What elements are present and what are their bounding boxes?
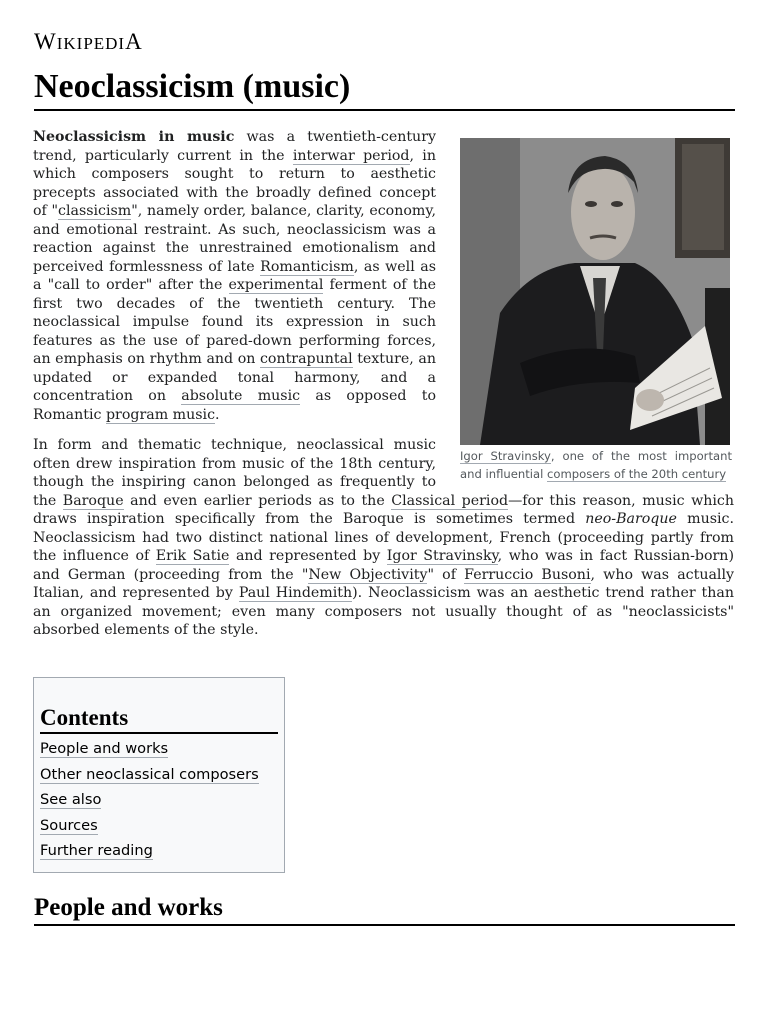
figure bbox=[460, 138, 732, 483]
text-run: ). Neoclassicism was an aesthetic trend rather than an organized movement; even many composers not usually thought of as "neoclassicists" absorbed elements of the style. bbox=[33, 585, 734, 638]
wordmark-final: A bbox=[125, 29, 143, 54]
inline-link[interactable]: experimental bbox=[228, 277, 324, 293]
section-heading: People and works bbox=[34, 893, 735, 926]
text-run: . bbox=[215, 406, 220, 423]
toc-item bbox=[40, 815, 278, 841]
inline-link[interactable]: Igor Stravinsky bbox=[386, 548, 498, 564]
text-run: texture, an updated or expanded tonal harmony, and a concentration on bbox=[33, 351, 436, 404]
inline-link[interactable]: absolute music bbox=[181, 388, 301, 404]
inline-link[interactable]: New Objectivity bbox=[308, 566, 428, 583]
text-run: as opposed to Romantic bbox=[33, 388, 436, 423]
inline-link[interactable]: Igor Stravinsky bbox=[460, 449, 551, 463]
inline-link[interactable]: program music bbox=[105, 406, 216, 423]
text-run: , one of the most important and influential bbox=[460, 449, 732, 481]
figure-caption bbox=[460, 447, 732, 483]
inline-link[interactable]: interwar period bbox=[292, 147, 410, 164]
text-run: ", namely order, balance, clarity, economy, and emotional restraint. As such, neoclassicism was a reaction against the unrestrained emotionalism and perceived formlessness of late bbox=[33, 203, 436, 275]
inline-link[interactable]: Romanticism bbox=[260, 258, 354, 275]
toc-link-sources[interactable]: Sources bbox=[40, 816, 98, 834]
toc-title: Contents bbox=[40, 704, 278, 734]
text-run: and represented by bbox=[229, 548, 387, 564]
toc-link-other-composers[interactable]: Other neoclassical composers bbox=[40, 765, 259, 783]
toc-item bbox=[40, 764, 278, 790]
text-run: was a twentieth-century trend, particularly current in the bbox=[33, 129, 436, 164]
toc-link-people-and-works[interactable]: People and works bbox=[40, 740, 169, 757]
bold-term: Neoclassicism in music bbox=[33, 129, 235, 145]
text-run: , as well as a "call to order" after the bbox=[33, 258, 436, 293]
text-run: In form and thematic technique, neoclassical music often drew inspiration from music of the 18th century, though the inspiring canon belonged as frequently to the bbox=[33, 437, 436, 509]
portrait-image bbox=[460, 138, 730, 445]
toc-item bbox=[40, 738, 278, 764]
text-run: —for this reason, music which draws inspiration specifically from the Baroque is sometimes termed bbox=[33, 492, 734, 527]
toc-item bbox=[40, 789, 278, 815]
inline-link[interactable]: Paul Hindemith bbox=[238, 585, 353, 601]
table-of-contents bbox=[33, 677, 285, 873]
inline-link[interactable]: Classical period bbox=[391, 492, 509, 509]
toc-item bbox=[40, 840, 278, 866]
text-run: and even earlier periods as to the bbox=[123, 492, 392, 509]
text-run: ferment of the first two decades of the twentieth century. The neoclassical impulse found its expression in such features as the use of pared-down performing forces, an emphasis on rhythm and on bbox=[33, 277, 436, 367]
toc-link-see-also[interactable]: See also bbox=[40, 791, 102, 808]
stravinsky-photo[interactable] bbox=[460, 138, 730, 445]
toc-link-further-reading[interactable]: Further reading bbox=[40, 842, 153, 859]
text-run: , in which composers sought to return to aesthetic precepts associated with the broadly defined concept of " bbox=[33, 147, 436, 219]
italic-term: neo-Baroque bbox=[585, 511, 677, 527]
wordmark-middle: IKIPEDI bbox=[56, 34, 126, 53]
wordmark-initial: W bbox=[34, 29, 57, 54]
page-title: Neoclassicism (music) bbox=[34, 66, 735, 111]
text-run: music. Neoclassicism had two distinct national lines of development, French (proceeding partly from the influence of bbox=[33, 511, 735, 564]
text-run: " of bbox=[427, 566, 465, 583]
text-run: , who was actually Italian, and represented by bbox=[33, 566, 735, 601]
inline-link[interactable]: composers of the 20th century bbox=[546, 467, 727, 481]
text-run: , who was in fact Russian-born) and German (proceeding from the " bbox=[33, 548, 734, 583]
inline-link[interactable]: classicism bbox=[58, 203, 132, 219]
inline-link[interactable]: Baroque bbox=[62, 492, 124, 509]
article-body bbox=[33, 128, 734, 652]
inline-link[interactable]: Erik Satie bbox=[155, 548, 230, 564]
wikipedia-wordmark[interactable] bbox=[34, 29, 143, 55]
inline-link[interactable]: Ferruccio Busoni bbox=[464, 566, 591, 583]
inline-link[interactable]: contrapuntal bbox=[259, 351, 353, 367]
toc-list bbox=[40, 738, 278, 866]
